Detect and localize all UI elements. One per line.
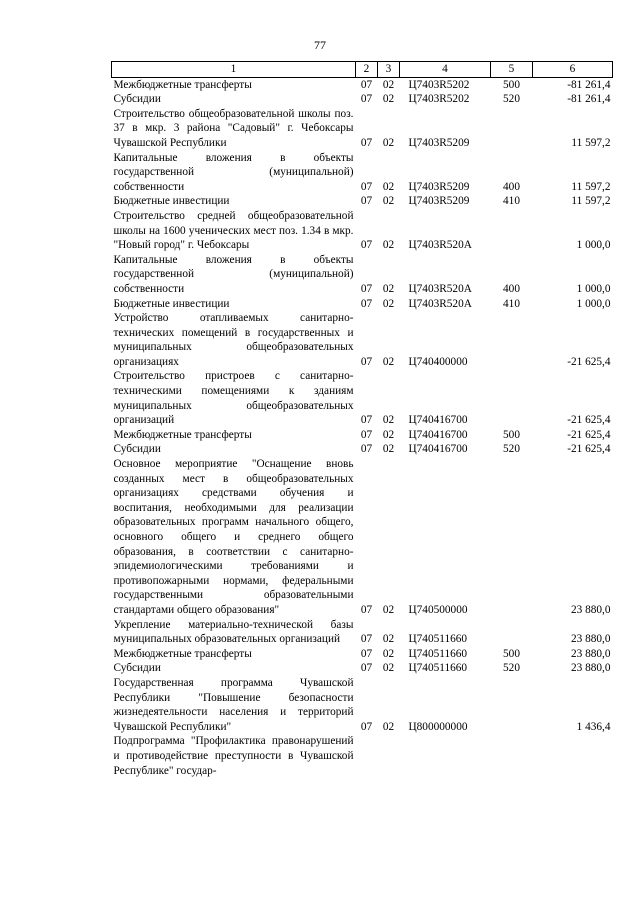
row-subsection — [378, 734, 400, 778]
table-row — [112, 369, 613, 427]
row-amount: -21 625,4 — [567, 443, 611, 456]
row-subsection: 02 — [382, 297, 395, 310]
row-name: Бюджетные инвестиции — [113, 195, 230, 208]
row-amount: -81 261,4 — [567, 78, 611, 91]
row-name: Строительство средней общеобразовательной школы на 1600 ученических мест поз. 1.34 в мкр. "Новый город" г. Чебоксары — [113, 209, 354, 252]
column-header-3: 3 — [378, 62, 400, 78]
row-section: 07 — [360, 720, 373, 733]
row-expense-type — [491, 311, 533, 369]
row-target-code: Ц7403R520А — [408, 239, 472, 252]
table-row — [112, 734, 613, 778]
row-name: Подпрограмма "Профилактика правонарушений и противодействие преступности в Чувашской Республике" государ- — [113, 735, 354, 777]
row-target-code: Ц740416700 — [408, 414, 468, 427]
row-name: Капитальные вложения в объекты государственной (муниципальной) собственности — [113, 151, 354, 193]
table-row — [112, 428, 613, 443]
row-target-code: Ц7403R5209 — [408, 136, 470, 149]
row-amount: 23 880,0 — [570, 633, 611, 646]
table-row — [112, 77, 613, 92]
row-target-code: Ц740416700 — [408, 428, 468, 441]
row-amount: -81 261,4 — [567, 93, 611, 106]
row-name: Межбюджетные трансферты — [113, 78, 252, 91]
row-amount: 23 880,0 — [570, 662, 611, 675]
table-row — [112, 151, 613, 195]
table-row — [112, 209, 613, 253]
row-subsection: 02 — [382, 414, 395, 427]
table-row — [112, 194, 613, 209]
row-expense-type — [491, 676, 533, 734]
table-row — [112, 618, 613, 647]
row-amount: 11 597,2 — [571, 180, 611, 193]
row-target-code: Ц740511660 — [408, 647, 468, 660]
column-header-1: 1 — [112, 62, 356, 78]
table-header-row — [112, 62, 613, 78]
row-amount: 1 436,4 — [576, 720, 611, 733]
table-row — [112, 92, 613, 107]
row-name: Субсидии — [113, 662, 161, 675]
row-section: 07 — [360, 78, 373, 91]
row-target-code: Ц740416700 — [408, 443, 468, 456]
row-expense-type: 520 — [503, 443, 520, 456]
row-target-code: Ц800000000 — [408, 720, 468, 733]
table-row — [112, 661, 613, 676]
row-name: Строительство пристроев с санитарно-техническими помещениями к зданиям муниципальных общеобразовательных организаций — [113, 370, 354, 427]
row-target-code: Ц7403R5209 — [408, 195, 470, 208]
row-section: 07 — [360, 603, 373, 616]
row-target-code: Ц7403R520А — [408, 282, 472, 295]
row-expense-type: 410 — [503, 195, 520, 208]
row-name: Межбюджетные трансферты — [113, 428, 252, 441]
row-section: 07 — [360, 647, 373, 660]
row-name: Устройство отапливаемых санитарно-технических помещений в государственных и муниципальных общеобразовательных организациях — [113, 312, 354, 368]
row-section: 07 — [360, 355, 373, 368]
row-section: 07 — [360, 93, 373, 106]
row-amount: 23 880,0 — [570, 603, 611, 616]
row-section: 07 — [360, 443, 373, 456]
row-expense-type — [491, 457, 533, 618]
row-target-code: Ц740511660 — [408, 662, 468, 675]
table-row — [112, 107, 613, 151]
row-section: 07 — [360, 428, 373, 441]
row-amount: 11 597,2 — [571, 195, 611, 208]
row-expense-type — [491, 107, 533, 151]
row-section: 07 — [360, 239, 373, 252]
row-section: 07 — [360, 136, 373, 149]
row-name: Государственная программа Чувашской Республики "Повышение безопасности жизнедеятельности населения и территорий Чувашской Республики" — [113, 676, 354, 733]
page-number: 77 — [314, 38, 326, 52]
row-section: 07 — [360, 282, 373, 295]
row-expense-type — [491, 618, 533, 647]
row-section: 07 — [360, 195, 373, 208]
row-target-code: Ц7403R520А — [408, 297, 472, 310]
row-subsection: 02 — [382, 78, 395, 91]
row-target-code: Ц740511660 — [408, 633, 468, 646]
table-row — [112, 647, 613, 662]
row-target-code: Ц7403R5202 — [408, 78, 470, 91]
table-row — [112, 253, 613, 297]
row-subsection: 02 — [382, 355, 395, 368]
row-name: Строительство общеобразовательной школы поз. 37 в мкр. 3 района "Садовый" г. Чебоксары Чувашской Республики — [113, 107, 354, 149]
row-expense-type: 500 — [503, 428, 520, 441]
row-amount: 11 597,2 — [571, 136, 611, 149]
row-subsection: 02 — [382, 239, 395, 252]
row-amount: 1 000,0 — [576, 239, 611, 252]
budget-table — [111, 61, 613, 778]
row-expense-type — [491, 734, 533, 778]
row-name: Субсидии — [113, 93, 161, 106]
row-subsection: 02 — [382, 136, 395, 149]
row-target-code: Ц740500000 — [408, 603, 468, 616]
table-row — [112, 442, 613, 457]
row-subsection: 02 — [382, 633, 395, 646]
row-amount: -21 625,4 — [567, 428, 611, 441]
row-name: Основное мероприятие "Оснащение вновь созданных мест в общеобразовательных организациях средствами обучения и воспитания, необходимыми для реализации образовательных программ начального общего, основного общего и среднего общего образования, в соответствии с санитарно-эпидемиологическими требованиями и противопожарными нормами, федеральными государственными образовательными стандартами общего образования" — [113, 458, 354, 616]
row-name: Межбюджетные трансферты — [113, 647, 252, 660]
row-amount: 23 880,0 — [570, 647, 611, 660]
row-target-code: Ц7403R5202 — [408, 93, 470, 106]
row-amount: 1 000,0 — [576, 282, 611, 295]
row-expense-type: 400 — [503, 180, 520, 193]
row-amount: 1 000,0 — [576, 297, 611, 310]
row-name: Бюджетные инвестиции — [113, 297, 230, 310]
column-header-5: 5 — [491, 62, 533, 78]
row-subsection: 02 — [382, 603, 395, 616]
row-name: Субсидии — [113, 443, 161, 456]
row-target-code: Ц7403R5209 — [408, 180, 470, 193]
row-target-code: Ц740400000 — [408, 355, 468, 368]
row-expense-type: 500 — [503, 647, 520, 660]
table-row — [112, 311, 613, 369]
row-subsection: 02 — [382, 647, 395, 660]
row-expense-type: 400 — [503, 282, 520, 295]
row-subsection: 02 — [382, 180, 395, 193]
row-expense-type: 520 — [503, 662, 520, 675]
row-name: Капитальные вложения в объекты государственной (муниципальной) собственности — [113, 253, 354, 295]
row-section: 07 — [360, 180, 373, 193]
row-subsection: 02 — [382, 443, 395, 456]
row-section: 07 — [360, 414, 373, 427]
row-expense-type — [491, 209, 533, 253]
row-expense-type — [491, 369, 533, 427]
row-amount: -21 625,4 — [567, 355, 611, 368]
row-section — [356, 734, 378, 778]
row-amount: -21 625,4 — [567, 414, 611, 427]
row-subsection: 02 — [382, 428, 395, 441]
table-row — [112, 676, 613, 734]
row-subsection: 02 — [382, 93, 395, 106]
column-header-6: 6 — [533, 62, 613, 78]
row-amount — [533, 734, 613, 778]
row-subsection: 02 — [382, 282, 395, 295]
row-name: Укрепление материально-технической базы муниципальных образовательных организаций — [113, 618, 354, 646]
row-subsection: 02 — [382, 195, 395, 208]
row-subsection: 02 — [382, 720, 395, 733]
row-section: 07 — [360, 633, 373, 646]
column-header-2: 2 — [356, 62, 378, 78]
table-row — [112, 297, 613, 312]
row-target-code — [400, 734, 491, 778]
row-section: 07 — [360, 297, 373, 310]
table-row — [112, 457, 613, 618]
row-expense-type: 500 — [503, 78, 520, 91]
row-expense-type: 520 — [503, 93, 520, 106]
row-section: 07 — [360, 662, 373, 675]
column-header-4: 4 — [400, 62, 491, 78]
row-subsection: 02 — [382, 662, 395, 675]
row-expense-type: 410 — [503, 297, 520, 310]
